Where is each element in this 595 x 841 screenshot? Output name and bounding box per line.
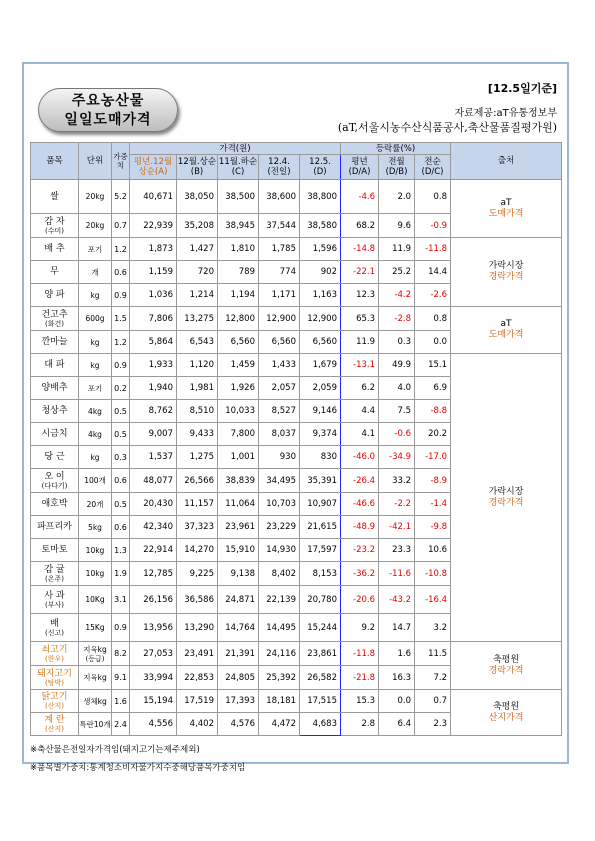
price-cell: 9,146 (300, 400, 341, 423)
ratio-cell: -2.2 (379, 493, 415, 516)
item-weight: 9.1 (112, 666, 130, 690)
item-unit: 지육kg (등급) (79, 642, 112, 666)
price-cell: 9,225 (177, 562, 218, 586)
item-name: 쇠고기 (한우) (31, 642, 79, 666)
item-name: 파프리카 (31, 516, 79, 539)
price-cell: 38,600 (259, 180, 300, 214)
item-weight: 0.6 (112, 516, 130, 539)
price-cell: 17,393 (218, 690, 259, 713)
ratio-cell: -34.9 (379, 446, 415, 469)
price-cell: 1,981 (177, 377, 218, 400)
item-name: 청상추 (31, 400, 79, 423)
price-cell: 1,873 (130, 238, 177, 261)
ratio-cell: 49.9 (379, 354, 415, 377)
item-weight: 8.2 (112, 642, 130, 666)
item-name: 애호박 (31, 493, 79, 516)
ratio-cell: -0.6 (379, 423, 415, 446)
price-cell: 1,933 (130, 354, 177, 377)
ratio-cell: 0.7 (415, 690, 451, 713)
item-unit: 20kg (79, 214, 112, 238)
price-cell: 35,391 (300, 469, 341, 493)
price-cell: 34,495 (259, 469, 300, 493)
header-price-col: 12.4. (전일) (259, 155, 300, 180)
item-unit: 4kg (79, 400, 112, 423)
ratio-cell: 16.3 (379, 666, 415, 690)
header-ratio-col: 평년 (D/A) (341, 155, 379, 180)
table-row (31, 307, 562, 331)
price-cell: 25,392 (259, 666, 300, 690)
header-ratio-group: 등락률(%) (341, 143, 451, 155)
price-cell: 22,939 (130, 214, 177, 238)
ratio-cell: -8.8 (415, 400, 451, 423)
price-cell: 8,402 (259, 562, 300, 586)
price-cell: 774 (259, 261, 300, 284)
item-unit: 지육kg (79, 666, 112, 690)
ratio-cell: -23.2 (341, 539, 379, 562)
reference-date: [12.5일기준] (487, 82, 557, 95)
price-cell: 14,930 (259, 539, 300, 562)
price-cell: 37,323 (177, 516, 218, 539)
price-cell: 1,596 (300, 238, 341, 261)
header-ratio-col: 전순 (D/C) (415, 155, 451, 180)
price-cell: 37,544 (259, 214, 300, 238)
ratio-cell: -2.8 (379, 307, 415, 331)
item-weight: 2.4 (112, 713, 130, 736)
price-cell: 14,270 (177, 539, 218, 562)
item-weight: 0.6 (112, 261, 130, 284)
note-2: ※품목별가중치:통계청소비자물가지수중해당품목가중치임 (30, 763, 246, 773)
price-cell: 38,800 (300, 180, 341, 214)
item-unit: 100개 (79, 469, 112, 493)
price-cell: 12,900 (259, 307, 300, 331)
price-cell: 1,926 (218, 377, 259, 400)
price-cell: 11,064 (218, 493, 259, 516)
item-name: 양배추 (31, 377, 79, 400)
price-cell: 20,780 (300, 586, 341, 614)
price-cell: 1,433 (259, 354, 300, 377)
item-unit: 특란10개 (79, 713, 112, 736)
title-badge (38, 88, 178, 132)
source-cell: aT 도매가격 (451, 307, 562, 354)
item-name: 무 (31, 261, 79, 284)
ratio-cell: 0.8 (415, 180, 451, 214)
item-name: 닭고기 (산지) (31, 690, 79, 713)
price-cell: 13,956 (130, 614, 177, 642)
ratio-cell: 11.9 (379, 238, 415, 261)
price-cell: 42,340 (130, 516, 177, 539)
price-cell: 13,275 (177, 307, 218, 331)
table-row (31, 642, 562, 666)
price-cell: 20,430 (130, 493, 177, 516)
item-name: 대 파 (31, 354, 79, 377)
data-provider: 자료제공:aT유통정보부 (454, 108, 557, 119)
price-cell: 8,527 (259, 400, 300, 423)
title-line2: 일일도매가격 (64, 112, 152, 128)
item-name: 감 귤 (온주) (31, 562, 79, 586)
price-cell: 38,580 (300, 214, 341, 238)
ratio-cell: 65.3 (341, 307, 379, 331)
ratio-cell: 9.2 (341, 614, 379, 642)
price-cell: 38,500 (218, 180, 259, 214)
item-weight: 3.1 (112, 586, 130, 614)
item-unit: 600g (79, 307, 112, 331)
price-cell: 11,157 (177, 493, 218, 516)
header-source: 출처 (451, 143, 562, 180)
price-cell: 4,402 (177, 713, 218, 736)
price-cell: 1,810 (218, 238, 259, 261)
price-cell: 26,582 (300, 666, 341, 690)
ratio-cell: -8.9 (415, 469, 451, 493)
item-unit: kg (79, 354, 112, 377)
ratio-cell: 6.2 (341, 377, 379, 400)
ratio-cell: 0.0 (415, 331, 451, 354)
price-cell: 4,472 (259, 713, 300, 736)
price-cell: 22,914 (130, 539, 177, 562)
price-cell: 48,077 (130, 469, 177, 493)
price-cell: 38,050 (177, 180, 218, 214)
ratio-cell: 1.6 (379, 642, 415, 666)
header-price-col: 평년.12월 상순(A) (130, 155, 177, 180)
item-weight: 0.3 (112, 446, 130, 469)
price-cell: 6,560 (300, 331, 341, 354)
ratio-cell: -13.1 (341, 354, 379, 377)
ratio-cell: -10.8 (415, 562, 451, 586)
price-cell: 14,764 (218, 614, 259, 642)
item-name: 양 파 (31, 284, 79, 307)
source-cell: 가락시장 경락가격 (451, 354, 562, 642)
price-cell: 22,139 (259, 586, 300, 614)
header-price-group: 가격(원) (130, 143, 341, 155)
table-row (31, 238, 562, 261)
ratio-cell: 23.3 (379, 539, 415, 562)
item-weight: 5.2 (112, 180, 130, 214)
price-cell: 9,433 (177, 423, 218, 446)
price-cell: 789 (218, 261, 259, 284)
price-cell: 38,945 (218, 214, 259, 238)
price-cell: 1,275 (177, 446, 218, 469)
ratio-cell: -11.8 (341, 642, 379, 666)
item-unit: 개 (79, 261, 112, 284)
price-cell: 12,785 (130, 562, 177, 586)
price-cell: 38,839 (218, 469, 259, 493)
item-weight: 0.7 (112, 214, 130, 238)
item-unit: 포기 (79, 238, 112, 261)
ratio-cell: 25.2 (379, 261, 415, 284)
data-sources: (aT,서울시농수산식품공사,축산물품질평가원) (337, 121, 557, 134)
price-cell: 21,391 (218, 642, 259, 666)
price-cell: 17,515 (300, 690, 341, 713)
price-cell: 23,861 (300, 642, 341, 666)
ratio-cell: -11.8 (415, 238, 451, 261)
item-weight: 0.9 (112, 614, 130, 642)
item-unit: kg (79, 331, 112, 354)
ratio-cell: 68.2 (341, 214, 379, 238)
ratio-cell: -46.6 (341, 493, 379, 516)
price-cell: 26,156 (130, 586, 177, 614)
ratio-cell: 2.0 (379, 180, 415, 214)
item-unit: 10kg (79, 539, 112, 562)
price-cell: 1,785 (259, 238, 300, 261)
price-cell: 1,537 (130, 446, 177, 469)
table-row (31, 180, 562, 214)
price-cell: 17,519 (177, 690, 218, 713)
price-cell: 24,116 (259, 642, 300, 666)
price-table (30, 142, 562, 736)
price-cell: 902 (300, 261, 341, 284)
item-unit: 15Kg (79, 614, 112, 642)
ratio-cell: -11.6 (379, 562, 415, 586)
price-cell: 930 (259, 446, 300, 469)
ratio-cell: -0.9 (415, 214, 451, 238)
ratio-cell: 6.4 (379, 713, 415, 736)
price-cell: 8,510 (177, 400, 218, 423)
item-weight: 0.5 (112, 423, 130, 446)
price-cell: 23,961 (218, 516, 259, 539)
price-cell: 2,057 (259, 377, 300, 400)
ratio-cell: 3.2 (415, 614, 451, 642)
item-unit: 포기 (79, 377, 112, 400)
item-name: 오 이 (다다기) (31, 469, 79, 493)
item-unit: 10Kg (79, 586, 112, 614)
price-cell: 23,229 (259, 516, 300, 539)
ratio-cell: -16.4 (415, 586, 451, 614)
ratio-cell: 15.1 (415, 354, 451, 377)
price-cell: 1,679 (300, 354, 341, 377)
ratio-cell: 20.2 (415, 423, 451, 446)
price-cell: 6,543 (177, 331, 218, 354)
ratio-cell: -48.9 (341, 516, 379, 539)
item-weight: 0.2 (112, 377, 130, 400)
price-cell: 7,806 (130, 307, 177, 331)
price-cell: 26,566 (177, 469, 218, 493)
item-unit: 20kg (79, 180, 112, 214)
price-cell: 10,907 (300, 493, 341, 516)
item-name: 배 (신고) (31, 614, 79, 642)
price-cell: 8,762 (130, 400, 177, 423)
ratio-cell: 7.2 (415, 666, 451, 690)
price-cell: 4,556 (130, 713, 177, 736)
ratio-cell: -17.0 (415, 446, 451, 469)
header-weight: 가중치 (112, 143, 130, 180)
price-cell: 36,586 (177, 586, 218, 614)
item-name: 시금치 (31, 423, 79, 446)
notes (30, 741, 245, 777)
item-weight: 0.5 (112, 493, 130, 516)
item-name: 건고추 (화건) (31, 307, 79, 331)
ratio-cell: -4.6 (341, 180, 379, 214)
table-row (31, 354, 562, 377)
price-cell: 6,560 (259, 331, 300, 354)
item-weight: 0.9 (112, 354, 130, 377)
price-cell: 33,994 (130, 666, 177, 690)
price-cell: 24,805 (218, 666, 259, 690)
item-name: 깐마늘 (31, 331, 79, 354)
price-cell: 24,871 (218, 586, 259, 614)
price-cell: 35,208 (177, 214, 218, 238)
price-cell: 18,181 (259, 690, 300, 713)
ratio-cell: -14.8 (341, 238, 379, 261)
price-cell: 6,560 (218, 331, 259, 354)
price-cell: 830 (300, 446, 341, 469)
price-cell: 1,171 (259, 284, 300, 307)
price-cell: 2,059 (300, 377, 341, 400)
price-cell: 9,007 (130, 423, 177, 446)
ratio-cell: -20.6 (341, 586, 379, 614)
ratio-cell: -42.1 (379, 516, 415, 539)
price-cell: 40,671 (130, 180, 177, 214)
price-cell: 15,194 (130, 690, 177, 713)
item-weight: 1.9 (112, 562, 130, 586)
ratio-cell: 0.3 (379, 331, 415, 354)
ratio-cell: 6.9 (415, 377, 451, 400)
ratio-cell: -22.1 (341, 261, 379, 284)
title-line1: 주요농산물 (71, 93, 145, 109)
item-weight: 0.5 (112, 400, 130, 423)
price-cell: 4,683 (300, 713, 341, 736)
price-cell: 1,163 (300, 284, 341, 307)
price-cell: 9,138 (218, 562, 259, 586)
price-cell: 9,374 (300, 423, 341, 446)
item-unit: 생체kg (79, 690, 112, 713)
ratio-cell: 14.4 (415, 261, 451, 284)
price-cell: 1,214 (177, 284, 218, 307)
price-cell: 12,900 (300, 307, 341, 331)
item-name: 돼지고기 (탕박) (31, 666, 79, 690)
item-unit: 20개 (79, 493, 112, 516)
item-name: 감 자 (수미) (31, 214, 79, 238)
header-unit: 단위 (79, 143, 112, 180)
header-price-col: 11월.하순 (C) (218, 155, 259, 180)
item-name: 당 근 (31, 446, 79, 469)
ratio-cell: 0.0 (379, 690, 415, 713)
item-unit: kg (79, 446, 112, 469)
price-cell: 1,940 (130, 377, 177, 400)
item-weight: 1.3 (112, 539, 130, 562)
ratio-cell: -36.2 (341, 562, 379, 586)
price-cell: 17,597 (300, 539, 341, 562)
item-unit: 4kg (79, 423, 112, 446)
price-cell: 22,853 (177, 666, 218, 690)
price-cell: 12,800 (218, 307, 259, 331)
item-name: 사 과 (부사) (31, 586, 79, 614)
item-weight: 0.9 (112, 284, 130, 307)
ratio-cell: 2.3 (415, 713, 451, 736)
item-name: 배 추 (31, 238, 79, 261)
ratio-cell: -2.6 (415, 284, 451, 307)
note-1: ※축산물은전일자가격임(돼지고기는제주제외) (30, 745, 200, 755)
ratio-cell: 0.8 (415, 307, 451, 331)
price-cell: 1,459 (218, 354, 259, 377)
price-cell: 8,153 (300, 562, 341, 586)
item-weight: 1.6 (112, 690, 130, 713)
price-cell: 1,001 (218, 446, 259, 469)
item-name: 토마토 (31, 539, 79, 562)
ratio-cell: 4.4 (341, 400, 379, 423)
item-weight: 1.5 (112, 307, 130, 331)
item-name: 계 란 (산지) (31, 713, 79, 736)
item-unit: 10kg (79, 562, 112, 586)
ratio-cell: 10.6 (415, 539, 451, 562)
source-cell: 축평원 경락가격 (451, 642, 562, 690)
price-cell: 21,615 (300, 516, 341, 539)
header-item: 품목 (31, 143, 79, 180)
header-price-col: 12.5. (D) (300, 155, 341, 180)
price-cell: 27,053 (130, 642, 177, 666)
price-cell: 14,495 (259, 614, 300, 642)
ratio-cell: 15.3 (341, 690, 379, 713)
price-cell: 1,427 (177, 238, 218, 261)
price-cell: 1,120 (177, 354, 218, 377)
ratio-cell: 4.1 (341, 423, 379, 446)
item-weight: 0.6 (112, 469, 130, 493)
ratio-cell: 14.7 (379, 614, 415, 642)
price-cell: 15,910 (218, 539, 259, 562)
ratio-cell: -21.8 (341, 666, 379, 690)
price-cell: 1,036 (130, 284, 177, 307)
price-cell: 1,194 (218, 284, 259, 307)
ratio-cell: 11.5 (415, 642, 451, 666)
ratio-cell: -4.2 (379, 284, 415, 307)
source-cell: 가락시장 경락가격 (451, 238, 562, 307)
price-cell: 4,576 (218, 713, 259, 736)
price-cell: 8,037 (259, 423, 300, 446)
ratio-cell: -46.0 (341, 446, 379, 469)
header-ratio-col: 전월 (D/B) (379, 155, 415, 180)
ratio-cell: -1.4 (415, 493, 451, 516)
price-cell: 5,864 (130, 331, 177, 354)
price-cell: 15,244 (300, 614, 341, 642)
price-cell: 10,033 (218, 400, 259, 423)
ratio-cell: 4.0 (379, 377, 415, 400)
item-name: 쌀 (31, 180, 79, 214)
item-weight: 1.2 (112, 238, 130, 261)
item-unit: kg (79, 284, 112, 307)
ratio-cell: 2.8 (341, 713, 379, 736)
ratio-cell: 9.6 (379, 214, 415, 238)
price-cell: 1,159 (130, 261, 177, 284)
table-row (31, 690, 562, 713)
ratio-cell: 7.5 (379, 400, 415, 423)
ratio-cell: 11.9 (341, 331, 379, 354)
ratio-cell: 33.2 (379, 469, 415, 493)
ratio-cell: 12.3 (341, 284, 379, 307)
item-unit: 5kg (79, 516, 112, 539)
source-cell: aT 도매가격 (451, 180, 562, 238)
item-weight: 1.2 (112, 331, 130, 354)
price-cell: 10,703 (259, 493, 300, 516)
header-price-col: 12월.상순 (B) (177, 155, 218, 180)
price-cell: 7,800 (218, 423, 259, 446)
ratio-cell: -43.2 (379, 586, 415, 614)
price-cell: 720 (177, 261, 218, 284)
ratio-cell: -9.8 (415, 516, 451, 539)
source-cell: 축평원 산지가격 (451, 690, 562, 736)
price-cell: 13,290 (177, 614, 218, 642)
price-cell: 23,491 (177, 642, 218, 666)
ratio-cell: -26.4 (341, 469, 379, 493)
